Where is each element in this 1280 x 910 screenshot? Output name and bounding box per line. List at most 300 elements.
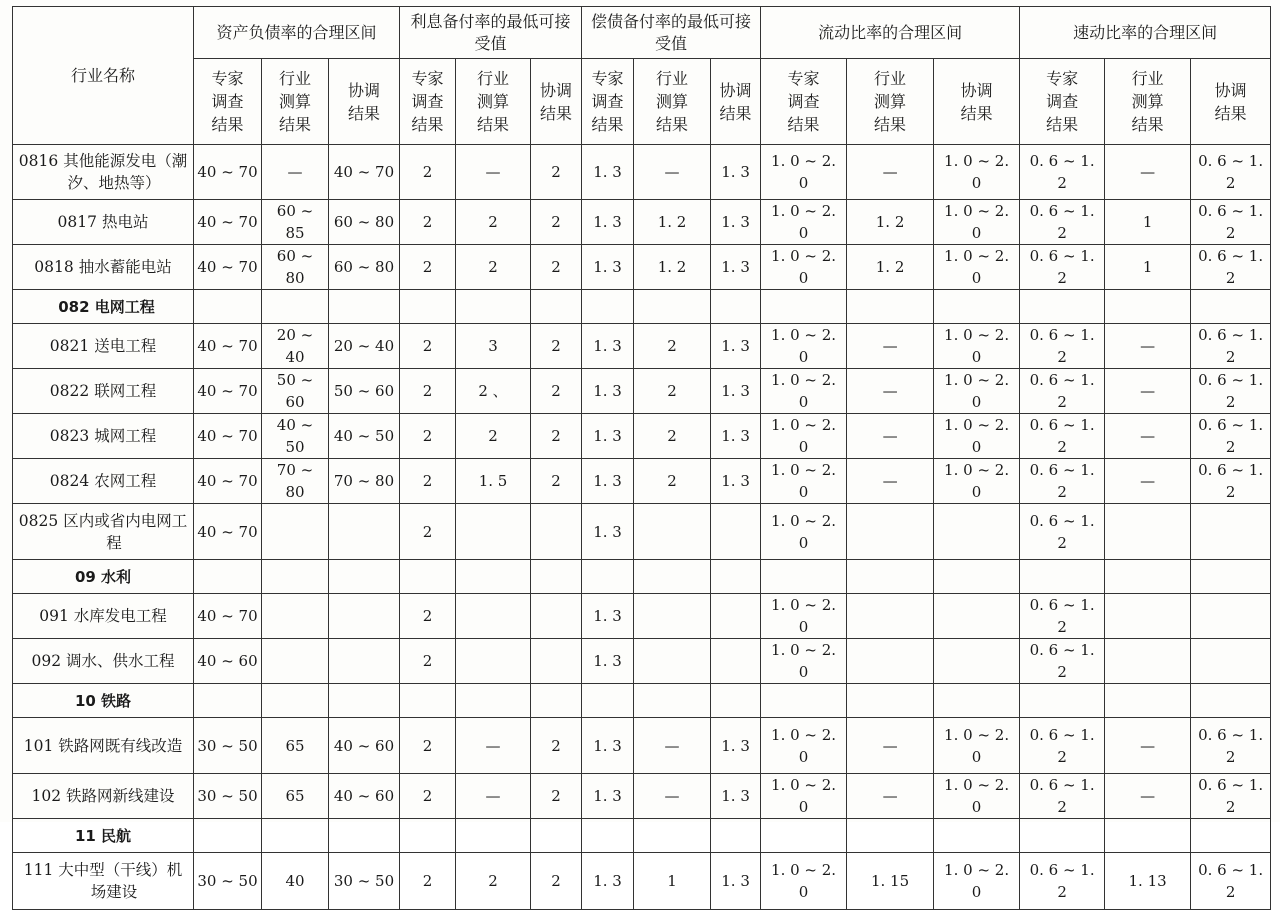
industry-name-text <box>16 735 190 757</box>
sub-header-text: 协调 <box>1214 80 1247 100</box>
industry-name: 水库发电工程 <box>73 607 167 625</box>
value-cell <box>262 639 329 684</box>
industry-name: 区内或省内电网工程 <box>63 511 188 552</box>
empty-cell <box>761 819 847 853</box>
empty-cell <box>400 290 456 324</box>
empty-cell <box>194 819 262 853</box>
value-cell: 1. 0 ~ 2. 0 <box>934 414 1020 459</box>
value-cell: 1. 0 ~ 2. 0 <box>934 245 1020 290</box>
interest-coverage-header: 利息备付率的最低可接受值 <box>400 7 582 59</box>
value-cell <box>711 639 761 684</box>
value-cell: 1. 3 <box>582 718 634 774</box>
empty-cell <box>934 560 1020 594</box>
value-cell: 2 <box>400 324 456 369</box>
industry-calc-header <box>262 59 329 145</box>
sub-header-text: 协调 <box>347 80 380 100</box>
empty-cell <box>194 684 262 718</box>
value-cell <box>456 594 531 639</box>
empty-cell <box>711 684 761 718</box>
empty-cell <box>847 819 934 853</box>
value-cell: 65 <box>262 718 329 774</box>
empty-cell <box>531 684 582 718</box>
value-cell: 2 <box>400 414 456 459</box>
value-cell: 1. 0 ~ 2. 0 <box>761 504 847 560</box>
sub-header-text: 行业 <box>874 69 907 88</box>
industry-ratio-table <box>12 6 1271 910</box>
table-row <box>13 459 1271 504</box>
industry-code: 0823 <box>49 427 90 445</box>
sub-header-text: 调查 <box>211 92 244 111</box>
sub-header-text: 结果 <box>591 115 624 134</box>
empty-cell <box>1020 819 1105 853</box>
empty-cell <box>711 819 761 853</box>
value-cell: 0. 6 ~ 1. 2 <box>1020 245 1105 290</box>
table-row <box>13 774 1271 819</box>
category-row <box>13 684 1271 718</box>
value-cell: 1. 3 <box>582 145 634 200</box>
empty-cell <box>400 819 456 853</box>
value-cell: 60 ~ 80 <box>329 200 400 245</box>
empty-cell <box>761 684 847 718</box>
value-cell: 1. 0 ~ 2. 0 <box>761 459 847 504</box>
value-cell: 1. 2 <box>634 200 711 245</box>
value-cell: 1. 0 ~ 2. 0 <box>934 145 1020 200</box>
value-cell: 2 <box>400 853 456 910</box>
empty-cell <box>194 560 262 594</box>
industry-name-cell <box>13 459 194 504</box>
value-cell: 40 ~ 70 <box>194 245 262 290</box>
sub-header-text: 测算 <box>874 92 907 111</box>
value-cell: 1. 3 <box>711 414 761 459</box>
value-cell: 0. 6 ~ 1. 2 <box>1020 414 1105 459</box>
expert-survey-header <box>194 59 262 145</box>
value-cell: — <box>262 145 329 200</box>
value-cell: 2 、 <box>456 369 531 414</box>
industry-code: 0822 <box>49 382 90 400</box>
value-cell: 0. 6 ~ 1. 2 <box>1191 200 1271 245</box>
value-cell: 2 <box>634 459 711 504</box>
value-cell <box>847 639 934 684</box>
value-cell: — <box>847 774 934 819</box>
value-cell: 1. 0 ~ 2. 0 <box>761 774 847 819</box>
sub-header-text: 测算 <box>656 92 689 111</box>
empty-cell <box>1105 819 1191 853</box>
value-cell: 0. 6 ~ 1. 2 <box>1020 200 1105 245</box>
value-cell: 2 <box>456 245 531 290</box>
value-cell: 1. 0 ~ 2. 0 <box>761 718 847 774</box>
sub-header-text: 调查 <box>411 92 444 111</box>
empty-cell <box>1191 560 1271 594</box>
value-cell: 40 ~ 70 <box>194 504 262 560</box>
value-cell: 1. 0 ~ 2. 0 <box>761 245 847 290</box>
value-cell: 1. 3 <box>711 853 761 910</box>
industry-name: 送电工程 <box>94 337 157 355</box>
value-cell <box>711 504 761 560</box>
value-cell: 40 ~ 60 <box>329 718 400 774</box>
empty-cell <box>1020 560 1105 594</box>
empty-cell <box>262 819 329 853</box>
empty-cell <box>847 684 934 718</box>
empty-cell <box>761 560 847 594</box>
value-cell: 2 <box>634 414 711 459</box>
value-cell: 0. 6 ~ 1. 2 <box>1191 718 1271 774</box>
empty-cell <box>456 290 531 324</box>
empty-cell <box>847 290 934 324</box>
industry-name-text <box>16 380 190 402</box>
value-cell: 2 <box>531 324 582 369</box>
industry-code: 111 <box>23 861 54 879</box>
value-cell: 2 <box>531 145 582 200</box>
value-cell: — <box>1105 145 1191 200</box>
value-cell: — <box>1105 718 1191 774</box>
empty-cell <box>761 290 847 324</box>
value-cell: — <box>1105 369 1191 414</box>
value-cell: 1. 3 <box>582 639 634 684</box>
quick-ratio-header: 速动比率的合理区间 <box>1020 7 1271 59</box>
value-cell: 1. 3 <box>582 369 634 414</box>
empty-cell <box>262 290 329 324</box>
value-cell: 1. 3 <box>582 459 634 504</box>
sub-header-text: 结果 <box>719 103 752 123</box>
sub-header-text: 专家 <box>1046 69 1079 88</box>
value-cell: 1. 3 <box>582 245 634 290</box>
value-cell: 2 <box>531 853 582 910</box>
empty-cell <box>329 819 400 853</box>
value-cell: 1. 0 ~ 2. 0 <box>934 200 1020 245</box>
value-cell: 40 ~ 70 <box>194 459 262 504</box>
value-cell: 40 ~ 70 <box>194 145 262 200</box>
industry-name-cell <box>13 369 194 414</box>
industry-name-cell <box>13 245 194 290</box>
value-cell: 1. 0 ~ 2. 0 <box>761 414 847 459</box>
coordinated-result-header <box>711 59 761 145</box>
empty-cell <box>1191 819 1271 853</box>
value-cell: — <box>847 459 934 504</box>
value-cell: 1. 3 <box>582 504 634 560</box>
value-cell: 2 <box>634 369 711 414</box>
industry-name-text <box>16 150 190 194</box>
current-ratio-header: 流动比率的合理区间 <box>761 7 1020 59</box>
sub-header-text: 专家 <box>411 69 444 88</box>
value-cell <box>934 504 1020 560</box>
value-cell: 0. 6 ~ 1. 2 <box>1020 324 1105 369</box>
value-cell <box>329 504 400 560</box>
value-cell: 1. 3 <box>711 459 761 504</box>
value-cell: 60 ~ 85 <box>262 200 329 245</box>
value-cell: 1. 15 <box>847 853 934 910</box>
coordinated-result-header <box>531 59 582 145</box>
value-cell: 0. 6 ~ 1. 2 <box>1191 774 1271 819</box>
value-cell: 0. 6 ~ 1. 2 <box>1020 145 1105 200</box>
value-cell: 1. 3 <box>582 200 634 245</box>
value-cell <box>634 639 711 684</box>
value-cell: — <box>456 145 531 200</box>
value-cell <box>1191 504 1271 560</box>
value-cell: — <box>1105 414 1191 459</box>
value-cell: 1. 3 <box>582 594 634 639</box>
empty-cell <box>634 819 711 853</box>
value-cell: 1. 2 <box>634 245 711 290</box>
value-cell: 40 ~ 70 <box>194 369 262 414</box>
value-cell: 1. 3 <box>582 324 634 369</box>
expert-survey-header <box>761 59 847 145</box>
value-cell: 0. 6 ~ 1. 2 <box>1020 853 1105 910</box>
industry-name: 大中型（干线）机场建设 <box>58 861 183 901</box>
empty-cell <box>934 290 1020 324</box>
value-cell: 1. 2 <box>847 200 934 245</box>
value-cell: 1. 3 <box>582 853 634 910</box>
industry-name-cell <box>13 414 194 459</box>
value-cell <box>531 594 582 639</box>
table-row <box>13 145 1271 200</box>
sub-header-text: 专家 <box>787 69 820 88</box>
value-cell: 2 <box>531 200 582 245</box>
value-cell: 2 <box>400 504 456 560</box>
value-cell <box>1191 639 1271 684</box>
sub-header-text: 调查 <box>787 92 820 111</box>
value-cell: 0. 6 ~ 1. 2 <box>1191 245 1271 290</box>
value-cell: 1. 13 <box>1105 853 1191 910</box>
value-cell: 50 ~ 60 <box>262 369 329 414</box>
industry-name-header: 行业名称 <box>13 7 194 145</box>
table-row <box>13 594 1271 639</box>
empty-cell <box>531 560 582 594</box>
industry-code: 0816 <box>18 152 59 170</box>
industry-name-text <box>16 256 190 278</box>
value-cell: 40 ~ 70 <box>194 200 262 245</box>
industry-name-cell <box>13 594 194 639</box>
value-cell: 2 <box>531 414 582 459</box>
value-cell: 1. 0 ~ 2. 0 <box>761 853 847 910</box>
value-cell: 0. 6 ~ 1. 2 <box>1191 459 1271 504</box>
value-cell: 0. 6 ~ 1. 2 <box>1020 594 1105 639</box>
industry-name: 调水、供水工程 <box>66 652 175 670</box>
value-cell: 1. 0 ~ 2. 0 <box>761 145 847 200</box>
sub-header-text: 结果 <box>1131 115 1164 134</box>
value-cell <box>711 594 761 639</box>
category-label: 10 铁路 <box>13 684 194 718</box>
value-cell: 40 ~ 60 <box>329 774 400 819</box>
industry-name-cell <box>13 324 194 369</box>
value-cell: 1. 3 <box>582 774 634 819</box>
value-cell: 1. 0 ~ 2. 0 <box>934 324 1020 369</box>
value-cell <box>262 504 329 560</box>
value-cell: — <box>634 145 711 200</box>
sub-header-text: 行业 <box>278 69 311 88</box>
empty-cell <box>582 819 634 853</box>
table-row <box>13 718 1271 774</box>
empty-cell <box>1020 684 1105 718</box>
empty-cell <box>400 560 456 594</box>
sub-header-text: 结果 <box>211 115 244 134</box>
industry-code: 101 <box>23 736 54 755</box>
industry-code: 091 <box>39 607 69 625</box>
industry-code: 102 <box>31 787 62 805</box>
value-cell: 70 ~ 80 <box>329 459 400 504</box>
empty-cell <box>582 684 634 718</box>
sub-header-text: 调查 <box>591 92 624 111</box>
value-cell: 2 <box>400 200 456 245</box>
expert-survey-header <box>582 59 634 145</box>
value-cell <box>329 639 400 684</box>
value-cell: 40 ~ 50 <box>329 414 400 459</box>
value-cell: 0. 6 ~ 1. 2 <box>1191 369 1271 414</box>
sub-header-text: 测算 <box>476 92 509 111</box>
value-cell <box>1105 504 1191 560</box>
industry-name: 铁路网新线建设 <box>66 787 175 805</box>
industry-name: 抽水蓄能电站 <box>78 258 172 276</box>
value-cell: — <box>1105 459 1191 504</box>
value-cell: 20 ~ 40 <box>329 324 400 369</box>
industry-name-text <box>16 785 190 807</box>
table-row <box>13 369 1271 414</box>
sub-header-text: 结果 <box>411 115 444 134</box>
value-cell: 1 <box>634 853 711 910</box>
coordinated-result-header <box>934 59 1020 145</box>
value-cell: 2 <box>634 324 711 369</box>
empty-cell <box>262 684 329 718</box>
table-row <box>13 504 1271 560</box>
value-cell <box>329 594 400 639</box>
industry-name-text <box>16 335 190 357</box>
value-cell: 2 <box>400 718 456 774</box>
value-cell: 3 <box>456 324 531 369</box>
industry-name-cell <box>13 639 194 684</box>
expert-survey-header <box>400 59 456 145</box>
value-cell: 0. 6 ~ 1. 2 <box>1191 324 1271 369</box>
empty-cell <box>329 560 400 594</box>
industry-calc-header <box>634 59 711 145</box>
value-cell: 1. 0 ~ 2. 0 <box>761 639 847 684</box>
industry-name-cell <box>13 853 194 910</box>
industry-name-text <box>16 470 190 492</box>
sub-header-text: 调查 <box>1046 92 1079 111</box>
industry-code: 092 <box>31 652 62 670</box>
industry-name-cell <box>13 718 194 774</box>
value-cell: 1. 5 <box>456 459 531 504</box>
sub-header-text: 结果 <box>540 103 573 123</box>
industry-name-cell <box>13 774 194 819</box>
industry-name-cell <box>13 145 194 200</box>
empty-cell <box>531 819 582 853</box>
sub-header-row <box>13 59 1271 145</box>
value-cell: 65 <box>262 774 329 819</box>
value-cell: 1. 2 <box>847 245 934 290</box>
empty-cell <box>329 684 400 718</box>
industry-calc-header <box>456 59 531 145</box>
industry-name-text <box>16 425 190 447</box>
empty-cell <box>329 290 400 324</box>
empty-cell <box>456 560 531 594</box>
industry-code: 0824 <box>49 472 90 490</box>
industry-name-text <box>16 605 190 627</box>
sub-header-text: 结果 <box>656 115 689 134</box>
value-cell: — <box>847 324 934 369</box>
industry-name-cell <box>13 200 194 245</box>
sub-header-text: 协调 <box>719 80 752 100</box>
empty-cell <box>634 560 711 594</box>
value-cell: 1. 0 ~ 2. 0 <box>934 369 1020 414</box>
value-cell: 60 ~ 80 <box>329 245 400 290</box>
empty-cell <box>456 684 531 718</box>
value-cell <box>531 639 582 684</box>
category-label: 11 民航 <box>13 819 194 853</box>
value-cell <box>456 639 531 684</box>
value-cell: 2 <box>400 774 456 819</box>
value-cell <box>847 594 934 639</box>
empty-cell <box>582 560 634 594</box>
sub-header-text: 行业 <box>1131 69 1164 88</box>
sub-header-text: 结果 <box>874 115 907 134</box>
sub-header-text: 行业 <box>656 69 689 88</box>
value-cell: 0. 6 ~ 1. 2 <box>1020 369 1105 414</box>
table-body <box>13 145 1271 910</box>
category-row <box>13 560 1271 594</box>
value-cell <box>634 594 711 639</box>
empty-cell <box>847 560 934 594</box>
industry-name-text <box>16 211 190 233</box>
value-cell: 2 <box>400 594 456 639</box>
sub-header-text: 协调 <box>960 80 993 100</box>
value-cell: — <box>847 718 934 774</box>
sub-header-text: 结果 <box>1046 115 1079 134</box>
value-cell: 20 ~ 40 <box>262 324 329 369</box>
industry-name-text <box>16 859 190 903</box>
value-cell: 2 <box>531 718 582 774</box>
sub-header-text: 测算 <box>1131 92 1164 111</box>
table-row <box>13 245 1271 290</box>
value-cell: 1. 3 <box>711 145 761 200</box>
coordinated-result-header <box>329 59 400 145</box>
value-cell: 1. 3 <box>711 324 761 369</box>
value-cell: 40 ~ 70 <box>194 414 262 459</box>
table-row <box>13 639 1271 684</box>
empty-cell <box>456 819 531 853</box>
value-cell: 2 <box>456 853 531 910</box>
industry-code: 0817 <box>57 213 97 231</box>
value-cell: 1. 3 <box>711 245 761 290</box>
value-cell: — <box>847 145 934 200</box>
empty-cell <box>634 684 711 718</box>
value-cell: 40 ~ 60 <box>194 639 262 684</box>
industry-calc-header <box>847 59 934 145</box>
category-row <box>13 290 1271 324</box>
value-cell: 0. 6 ~ 1. 2 <box>1020 504 1105 560</box>
industry-name: 城网工程 <box>94 427 157 445</box>
sub-header-text: 结果 <box>347 103 380 123</box>
sub-header-text: 专家 <box>591 69 624 88</box>
category-label: 082 电网工程 <box>13 290 194 324</box>
value-cell <box>634 504 711 560</box>
value-cell: 2 <box>531 369 582 414</box>
empty-cell <box>1105 290 1191 324</box>
value-cell: 0. 6 ~ 1. 2 <box>1020 459 1105 504</box>
value-cell <box>1105 594 1191 639</box>
empty-cell <box>531 290 582 324</box>
sub-header-text: 专家 <box>211 69 244 88</box>
industry-name: 农网工程 <box>94 472 157 490</box>
empty-cell <box>1191 684 1271 718</box>
value-cell <box>934 594 1020 639</box>
sub-header-text: 行业 <box>476 69 509 88</box>
empty-cell <box>1020 290 1105 324</box>
category-row <box>13 819 1271 853</box>
industry-name-text <box>16 650 190 672</box>
value-cell: 1. 3 <box>582 414 634 459</box>
value-cell: 30 ~ 50 <box>329 853 400 910</box>
empty-cell <box>1105 560 1191 594</box>
sub-header-text: 结果 <box>476 115 509 134</box>
